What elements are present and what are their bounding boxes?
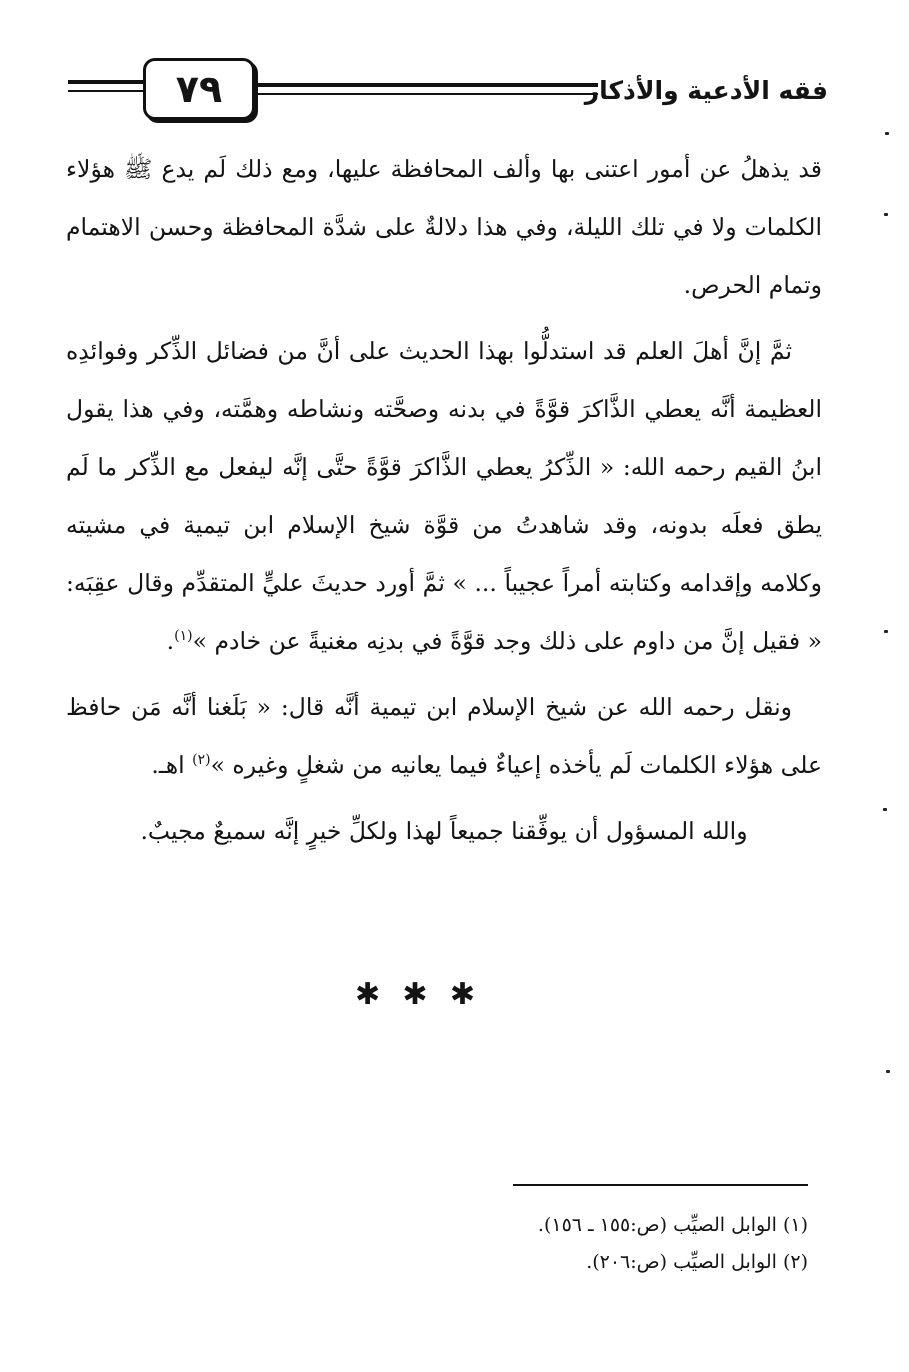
paragraph-2 — [66, 322, 822, 670]
separator-star-icon: ✱ — [355, 977, 381, 1012]
paragraph-3-text: ونقل رحمه الله عن شيخ الإسلام ابن تيمية أنَّه قال: « بَلَغنا أنَّه مَن حافظ على هؤلاء الكلمات لَم يأخذه إعياءٌ فيما يعانيه من شغلٍ وغيره » — [66, 693, 822, 779]
footnote-1: (١) الوابل الصيِّب (ص:١٥٥ ـ ١٥٦). — [537, 1214, 808, 1236]
paragraph-1 — [66, 140, 822, 314]
scan-speck — [885, 132, 889, 135]
header-rule-right-thin — [253, 93, 598, 95]
header-rule-left-thin — [68, 90, 148, 92]
paragraph-2-text: ثمَّ إنَّ أهلَ العلم قد استدلُّوا بهذا الحديث على أنَّ من فضائل الذِّكر وفوائدِه العظيمة أنَّه يعطي الذَّاكرَ قوَّةً في بدنه وصحَّته ونشاطه وهمَّته، وفي هذا يقول ابنُ القيم رحمه الله: « الذِّكرُ يعطي الذَّاكرَ قوَّةً حتَّى إنَّه ليفعل مع الذِّكر ما لَم يطق فعلَه بدونه، وقد شاهدتُ من قوَّة شيخ الإسلام ابن تيمية في مشيته وكلامه وإقدامه وكتابته أمراً عجيباً ... » ثمَّ أورد حديثَ عليٍّ المتقدِّم وقال عقِبَه: « فقيل إنَّ من داوم على ذلك وجد قوَّةً في بدنِه مغنيةً عن خادم » — [66, 337, 822, 655]
scan-speck — [883, 808, 887, 811]
footnote-ref-2: (٢) — [192, 752, 211, 769]
section-separator — [355, 975, 475, 1015]
paragraph-4 — [66, 802, 822, 860]
paragraph-3 — [66, 678, 822, 794]
header-rule-left — [68, 80, 148, 84]
body-text — [66, 140, 822, 868]
footnote-ref-1: (١) — [174, 628, 193, 645]
separator-star-icon: ✱ — [449, 977, 475, 1012]
paragraph-3-end: اهـ. — [151, 751, 193, 779]
running-title: فقه الأدعية والأذكار — [584, 76, 828, 105]
scan-speck — [884, 213, 888, 216]
footnotes — [420, 1207, 808, 1281]
separator-star-icon: ✱ — [402, 977, 428, 1012]
paragraph-4-text: والله المسؤول أن يوفِّقنا جميعاً لهذا ولكلِّ خيرٍ إنَّه سميعٌ مجيبٌ. — [140, 817, 748, 845]
header-rule-right — [253, 83, 598, 87]
paragraph-2-end: . — [166, 627, 175, 655]
paragraph-1-text: قد يذهلُ عن أمور اعتنى بها وألف المحافظة عليها، ومع ذلك لَم يدع ﷺ هؤلاء الكلمات ولا في تلك الليلة، وفي هذا دلالةٌ على شدَّة المحافظة وحسن الاهتمام وتمام الحرص. — [66, 155, 822, 299]
page-number: ٧٩ — [143, 58, 255, 120]
footnote-2: (٢) الوابل الصيِّب (ص:٢٠٦). — [586, 1251, 808, 1273]
footnote-divider — [513, 1184, 808, 1186]
page-header — [68, 58, 828, 122]
scan-speck — [886, 1070, 890, 1073]
scan-speck — [884, 630, 888, 633]
